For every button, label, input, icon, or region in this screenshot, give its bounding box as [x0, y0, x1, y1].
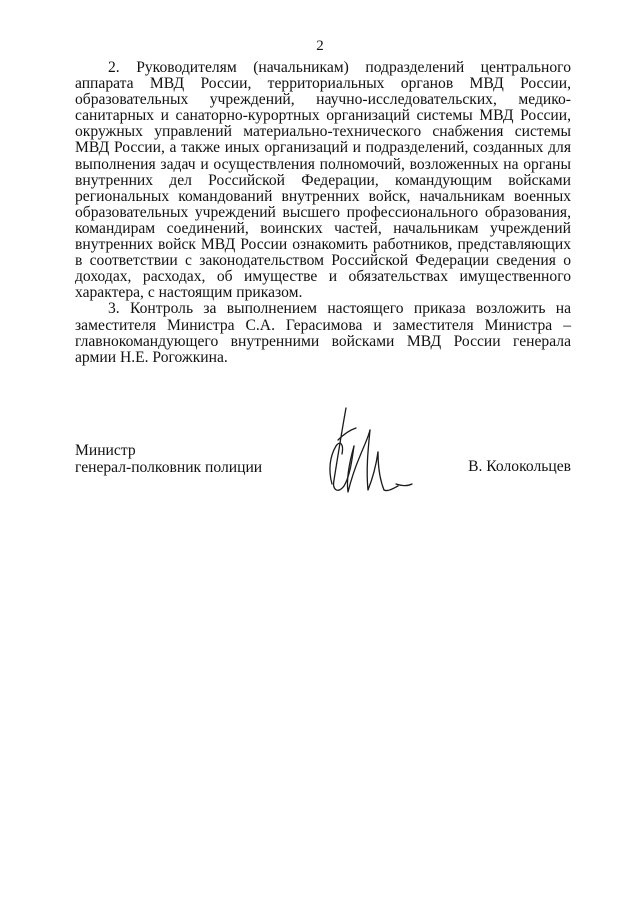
- signer-position: Министр: [75, 442, 136, 459]
- signer-rank: генерал-полковник полиции: [75, 458, 263, 476]
- signer-title: [75, 443, 262, 476]
- handwritten-signature: [324, 400, 416, 500]
- paragraph-2: 2. Руководителям (начальникам) подразделений центрального аппарата МВД России, территориальных органов МВД России, образовательных учреждений, научно-исследовательских, медико-санитарных и санаторно-курортных организаций системы МВД России, окружных управлений материально-технического снабжения системы МВД России, а также иных организаций и подразделений, созданных для выполнения задач и осуществления полномочий, возложенных на органы внутренних дел Российской Федерации, командующим войсками региональных командований внутренних войск, начальникам военных образовательных учреждений высшего профессионального образования, командирам соединений, воинских частей, начальникам учреждений внутренних войск МВД России ознакомить работников, представляющих в соответствии с законодательством Российской Федерации сведения о доходах, расходах, об имуществе и обязательствах имущественного характера, с настоящим приказом.: [75, 59, 571, 302]
- page-number: 2: [316, 38, 324, 54]
- paragraph-3: 3. Контроль за выполнением настоящего приказа возложить на заместителя Министра С.А. Герасимова и заместителя Министра – главнокомандующего внутренними войсками МВД России генерала армии Н.Е. Рогожкина.: [75, 300, 571, 366]
- signature-block: [75, 443, 571, 503]
- signer-name: В. Колокольцев: [468, 458, 571, 475]
- document-body: [75, 60, 571, 366]
